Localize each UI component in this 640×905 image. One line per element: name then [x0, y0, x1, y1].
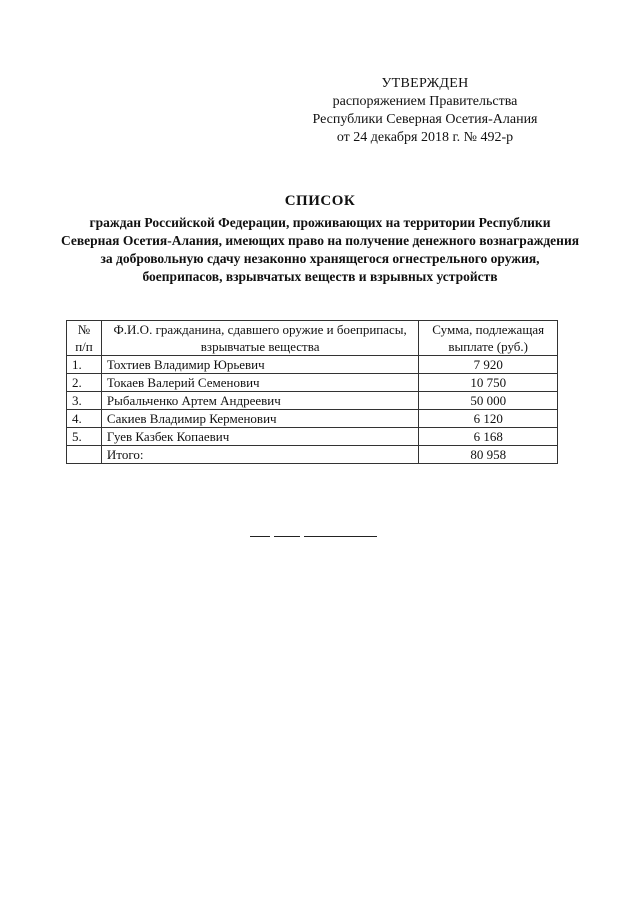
- row-name: Рыбальченко Артем Андреевич: [101, 392, 418, 410]
- approval-heading: УТВЕРЖДЕН: [381, 76, 469, 91]
- table-total-row: [67, 446, 558, 464]
- row-number: 3.: [67, 392, 102, 410]
- total-amount: 80 958: [419, 446, 558, 464]
- header-amount: Сумма, подлежащая выплате (руб.): [419, 321, 558, 356]
- row-name: Гуев Казбек Копаевич: [101, 428, 418, 446]
- document-title: [60, 193, 580, 286]
- row-amount: 10 750: [419, 374, 558, 392]
- title-subtitle: граждан Российской Федерации, проживающих на территории Республики Северная Осетия-Алания, имеющих право на получение денежного вознаграждения за добровольную сдачу незаконно хранящегося огнестрельного оружия, боеприпасов, взрывчатых веществ и взрывных устройств: [60, 215, 580, 284]
- row-number: 1.: [67, 356, 102, 374]
- total-number-cell: [67, 446, 102, 464]
- row-amount: 6 120: [419, 410, 558, 428]
- title-main: СПИСОК: [284, 193, 356, 209]
- row-amount: 50 000: [419, 392, 558, 410]
- row-number: 2.: [67, 374, 102, 392]
- table-row: [67, 410, 558, 428]
- row-number: 4.: [67, 410, 102, 428]
- end-separator-line: [250, 536, 377, 537]
- table-row: [67, 392, 558, 410]
- row-name: Тохтиев Владимир Юрьевич: [101, 356, 418, 374]
- row-number: 5.: [67, 428, 102, 446]
- table-row: [67, 356, 558, 374]
- recipients-table: [66, 320, 558, 464]
- row-amount: 6 168: [419, 428, 558, 446]
- table-header-row: [67, 321, 558, 356]
- approval-line-3: от 24 декабря 2018 г. № 492-р: [336, 130, 514, 145]
- separator-gap: [300, 535, 304, 538]
- row-amount: 7 920: [419, 356, 558, 374]
- approval-block: [300, 75, 550, 147]
- row-name: Сакиев Владимир Керменович: [101, 410, 418, 428]
- separator-gap: [270, 535, 274, 538]
- row-name: Токаев Валерий Семенович: [101, 374, 418, 392]
- header-number: № п/п: [67, 321, 102, 356]
- approval-line-1: распоряжением Правительства: [332, 94, 518, 109]
- table-row: [67, 374, 558, 392]
- table-row: [67, 428, 558, 446]
- approval-line-2: Республики Северная Осетия-Алания: [312, 112, 538, 127]
- header-name: Ф.И.О. гражданина, сдавшего оружие и боеприпасы, взрывчатые вещества: [101, 321, 418, 356]
- total-label: Итого:: [101, 446, 418, 464]
